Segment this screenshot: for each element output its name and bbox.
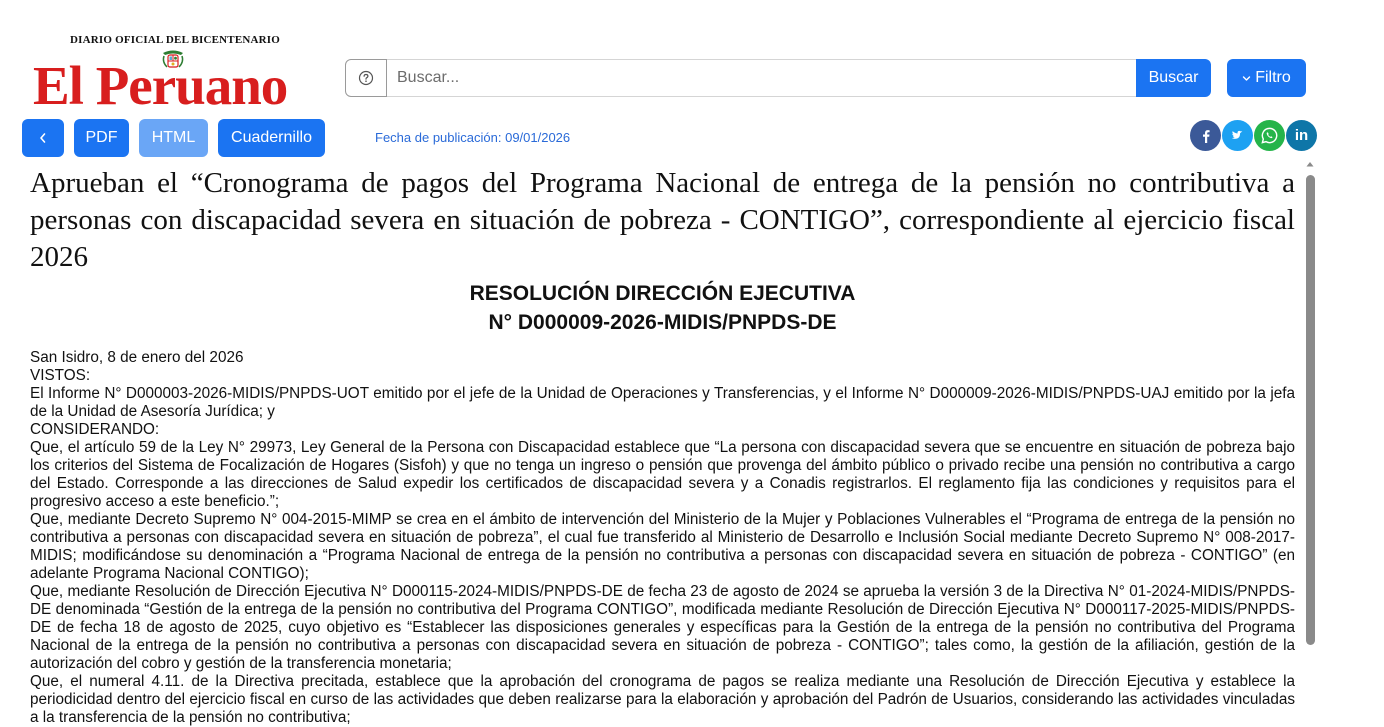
search-input[interactable]	[387, 59, 1136, 97]
share-twitter-button[interactable]	[1222, 120, 1253, 151]
search-button[interactable]: Buscar	[1136, 59, 1211, 97]
resolution-number: N° D000009-2026-MIDIS/PNPDS-DE	[488, 311, 837, 334]
search-help-button[interactable]	[345, 59, 387, 97]
filter-label: Filtro	[1255, 69, 1291, 86]
whatsapp-icon	[1260, 126, 1279, 145]
cuadernillo-button[interactable]: Cuadernillo	[218, 119, 325, 157]
scroll-up-arrow[interactable]	[1305, 160, 1315, 168]
share-facebook-button[interactable]	[1190, 120, 1221, 151]
pdf-button[interactable]: PDF	[74, 119, 129, 157]
logo-name: El Peruano	[33, 55, 288, 116]
body-paragraph: El Informe N° D000003-2026-MIDIS/PNPDS-UOT emitido por el jefe de la Unidad de Operaciones y Transferencias, y el Informe N° D000009-2026-MIDIS/PNPDS-UAJ emitido por la jefa de la Unidad de Asesoría Jurídica; y	[30, 385, 1295, 420]
logo-tagline: DIARIO OFICIAL DEL BICENTENARIO	[70, 34, 281, 46]
section-heading-vistos: VISTOS:	[30, 367, 91, 384]
site-logo[interactable]	[30, 30, 320, 118]
share-linkedin-button[interactable]	[1286, 120, 1317, 151]
linkedin-icon: in	[1294, 127, 1309, 144]
document-body	[30, 349, 1295, 727]
share-whatsapp-button[interactable]	[1254, 120, 1285, 151]
document-content	[30, 165, 1295, 726]
body-paragraph: Que, mediante Resolución de Dirección Ejecutiva N° D000115-2024-MIDIS/PNPDS-DE de fecha 23 de agosto de 2024 se aprueba la versión 3 de la Directiva N° 01-2024-MIDIS/PNPDS-DE denominada “Gestión de la entrega de la pensión no contributiva del Programa CONTIGO”, modificada mediante Resolución de Dirección Ejecutiva N° D000117-2025-MIDIS/PNPDS-DE de fecha 18 de agosto de 2025, cuyo objetivo es “Establecer las disposiciones generales y específicas para la Gestión de la entrega de la pensión no contributiva del Programa Nacional de la entrega de la pensión no contributiva a personas con discapacidad severa en situación de pobreza - CONTIGO”; tales como, la gestión de la afiliación, gestión de la autorización del cobro y gestión de la transferencia monetaria;	[30, 583, 1295, 672]
question-circle-icon	[358, 70, 374, 86]
date-line: San Isidro, 8 de enero del 2026	[30, 349, 244, 366]
twitter-icon	[1229, 127, 1246, 144]
body-paragraph: Que, mediante Decreto Supremo N° 004-2015-MIMP se crea en el ámbito de intervención del Ministerio de la Mujer y Poblaciones Vulnerables el “Programa de entrega de la pensión no contributiva a personas con discapacidad severa en situación de pobreza”, el cual fue transferido al Ministerio de Desarrollo e Inclusión Social mediante Decreto Supremo N° 008-2017-MIDIS; modificándose su denominación a “Programa Nacional de entrega de la pensión no contributiva a personas con discapacidad severa en situación de pobreza - CONTIGO” (en adelante Programa Nacional CONTIGO);	[30, 511, 1295, 582]
body-paragraph: Que, el artículo 59 de la Ley N° 29973, Ley General de la Persona con Discapacidad establece que “La persona con discapacidad severa que se encuentre en situación de pobreza bajo los criterios del Sistema de Focalización de Hogares (Sisfoh) y que no tenga un ingreso o pensión que provenga del ámbito público o privado recibe una pensión no contributiva a cargo del Estado. Corresponde a las direcciones de Salud expedir los certificados de discapacidad severa y a Conadis registrarlos. El reglamento fija las condiciones y requisitos para el progresivo acceso a este beneficio.”;	[30, 439, 1295, 510]
chevron-left-icon	[38, 131, 48, 145]
body-paragraph: Que, el numeral 4.11. de la Directiva precitada, establece que la aprobación del cronograma de pagos se realiza mediante una Resolución de Dirección Ejecutiva y establece la periodicidad dentro del ejercicio fiscal en curso de las actividades que deben realizarse para la elaboración y aprobación del Padrón de Usuarios, considerando las actividades vinculadas a la transferencia de la pensión no contributiva;	[30, 673, 1295, 726]
publication-date: Fecha de publicación: 09/01/2026	[375, 130, 571, 145]
search-bar	[345, 59, 1211, 97]
back-button[interactable]	[22, 119, 64, 157]
filter-button[interactable]	[1227, 59, 1306, 97]
document-title: Aprueban el “Cronograma de pagos del Programa Nacional de entrega de la pensión no contributiva a personas con discapacidad severa en situación de pobreza - CONTIGO”, correspondiente al ejercicio fiscal 2026	[30, 167, 1295, 273]
html-button[interactable]: HTML	[139, 119, 208, 157]
facebook-icon	[1198, 128, 1214, 144]
resolution-type: RESOLUCIÓN DIRECCIÓN EJECUTIVA	[469, 282, 856, 305]
scrollbar-thumb[interactable]	[1306, 175, 1315, 645]
chevron-down-icon	[1242, 75, 1251, 82]
section-heading-considerando: CONSIDERANDO:	[30, 421, 160, 438]
